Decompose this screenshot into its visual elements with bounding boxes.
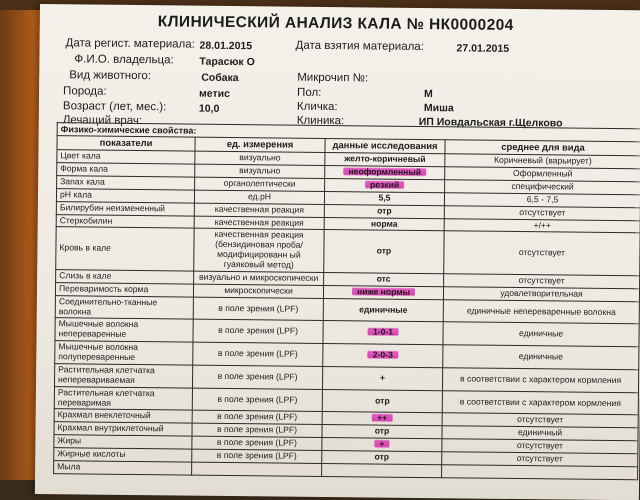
highlighted-value: резкий [365,179,404,189]
reference-cell: удовлетворительная [443,287,639,302]
animal-label: Вид животного: [69,69,152,83]
clinic-value: ИП Иовдальская г.Щелково [418,115,563,130]
take-date-label: Дата взятия материала: [295,39,424,54]
reference-cell: Коричневый (варьирует) [445,154,640,169]
header-reference: среднее для вида [445,140,640,156]
reference-cell: единичные непереваренные волокна [443,299,639,324]
unit-cell [192,462,322,476]
result-cell [322,412,442,426]
table-row [56,227,640,276]
unit-cell: качественная реакция [194,203,324,217]
indicator-cell: Растительная клетчатка переваримая [54,386,192,410]
nick-label: Кличка: [296,100,338,114]
unit-cell: органолептически [195,177,325,191]
highlighted-value: ++ [372,413,392,423]
result-cell [322,463,442,477]
reg-date-value: 28.01.2015 [199,39,253,53]
unit-cell: качественная реакция [194,216,324,230]
indicator-cell: Стеркобилин [56,214,194,228]
unit-cell: визуально и микроскопически [194,271,324,285]
highlighted-value: 1-0-1 [368,327,398,337]
doctor-label: Лечащий врач: [62,114,143,128]
unit-cell: в поле зрения (LPF) [193,297,323,321]
result-cell: норма [324,217,444,231]
unit-cell: в поле зрения (LPF) [193,342,323,366]
reference-cell: отсутствует [444,274,640,289]
indicator-cell: Мышечные волокна непереваренные [55,318,193,342]
result-cell: + [322,366,442,390]
unit-cell: в поле зрения (LPF) [192,449,322,463]
result-cell: отс [324,272,444,286]
header-indicator: показатели [57,136,195,151]
result-cell [323,285,443,299]
unit-cell: ед.pH [194,190,324,204]
indicator-cell: Мыла [54,461,192,475]
indicator-cell: pH кала [56,188,194,202]
indicator-cell: Переваримость корма [55,282,193,296]
reference-cell: Оформленный [445,167,640,182]
header-result: данные исследования [325,139,445,154]
indicator-cell: Слизь в кале [56,270,194,284]
indicator-cell: Билирубин неизмененный [56,201,194,215]
unit-cell: в поле зрения (LPF) [192,436,322,450]
reference-cell: +/++ [444,218,640,233]
clinic-label: Клиника: [296,114,345,128]
reference-cell: 6,5 - 7,5 [444,193,640,208]
unit-cell: визуально [195,151,325,165]
unit-cell: визуально [195,164,325,178]
result-cell [325,166,445,180]
reference-cell [442,465,638,480]
result-cell [323,344,443,368]
chip-label: Микрочип №: [297,71,369,85]
result-cell: отр [322,451,442,465]
reference-cell: отсутствует [444,205,640,220]
reference-cell: единичные [443,345,639,370]
highlighted-value: + [374,439,389,449]
indicator-cell: Жиры [54,435,192,449]
reference-cell: единичные [443,322,639,347]
indicator-cell: Крахмал внутриклеточный [54,422,192,436]
indicator-cell: Крахмал внеклеточный [54,409,192,423]
unit-cell: в поле зрения (LPF) [192,423,322,437]
result-cell: отр [322,389,442,413]
sex-label: Пол: [297,86,322,99]
indicator-cell: Цвет кала [57,150,195,164]
indicator-cell: Жирные кислоты [54,448,192,462]
animal-value: Собака [201,71,239,85]
reference-cell: отсутствует [444,231,640,276]
result-cell [325,178,445,192]
result-cell: 5,5 [324,191,444,205]
owner-value: Тарасюк О [199,55,255,69]
indicator-cell: Форма кала [57,163,195,177]
highlighted-value: 2-0-3 [368,350,398,360]
indicator-cell: Растительная клетчатка неперевариваемая [54,364,192,388]
take-date-value: 27.01.2015 [456,42,510,55]
result-cell [323,321,443,345]
result-cell: отр [324,230,444,274]
header-unit: ед. измерения [195,137,325,152]
age-value: 10,0 [198,102,220,115]
highlighted-value: ниже нормы [352,286,415,297]
owner-label: Ф.И.О. владельца: [74,53,174,67]
highlighted-value: неоформленный [343,166,426,177]
sex-value: М [424,88,433,101]
indicator-cell: Соединительно-тканные волокна [55,295,193,319]
unit-cell: микроскопически [193,284,323,298]
section-title: Физико-химические свойства: [57,123,640,142]
indicator-cell: Кровь в кале [56,227,194,271]
unit-cell: качественная реакция (бензидиновая проба/модифицированн ый гуаяковый метод) [194,229,324,273]
reference-cell: отсутствует [442,452,638,467]
unit-cell: в поле зрения (LPF) [192,411,322,425]
indicator-cell: Мышечные волокна полупереваренные [55,341,193,365]
reg-date-label: Дата регист. материала: [65,37,195,51]
unit-cell: в поле зрения (LPF) [192,365,322,389]
results-table [53,122,640,480]
report-title: КЛИНИЧЕСКИЙ АНАЛИЗ КАЛА № НК0000204 [157,13,514,34]
reference-cell: в соответствии с характером кормления [442,368,638,393]
reference-cell: единичный [442,426,638,441]
unit-cell: в поле зрения (LPF) [193,320,323,344]
nick-value: Миша [423,102,454,115]
breed-label: Порода: [63,85,107,98]
result-cell: желто-коричневый [325,153,445,167]
result-cell [322,438,442,452]
age-label: Возраст (лет, мес.): [62,100,167,114]
reference-cell: в соответствии с характером кормления [442,390,638,415]
reference-cell: отсутствует [442,439,638,454]
unit-cell: в поле зрения (LPF) [192,388,322,412]
lab-report-sheet [35,4,640,500]
reference-cell: специфический [445,180,640,195]
result-cell: отр [324,204,444,218]
indicator-cell: Запах кала [57,176,195,190]
result-cell: единичные [323,298,443,322]
result-cell: отр [322,425,442,439]
breed-value: метис [199,87,231,100]
reference-cell: отсутствует [442,413,638,428]
